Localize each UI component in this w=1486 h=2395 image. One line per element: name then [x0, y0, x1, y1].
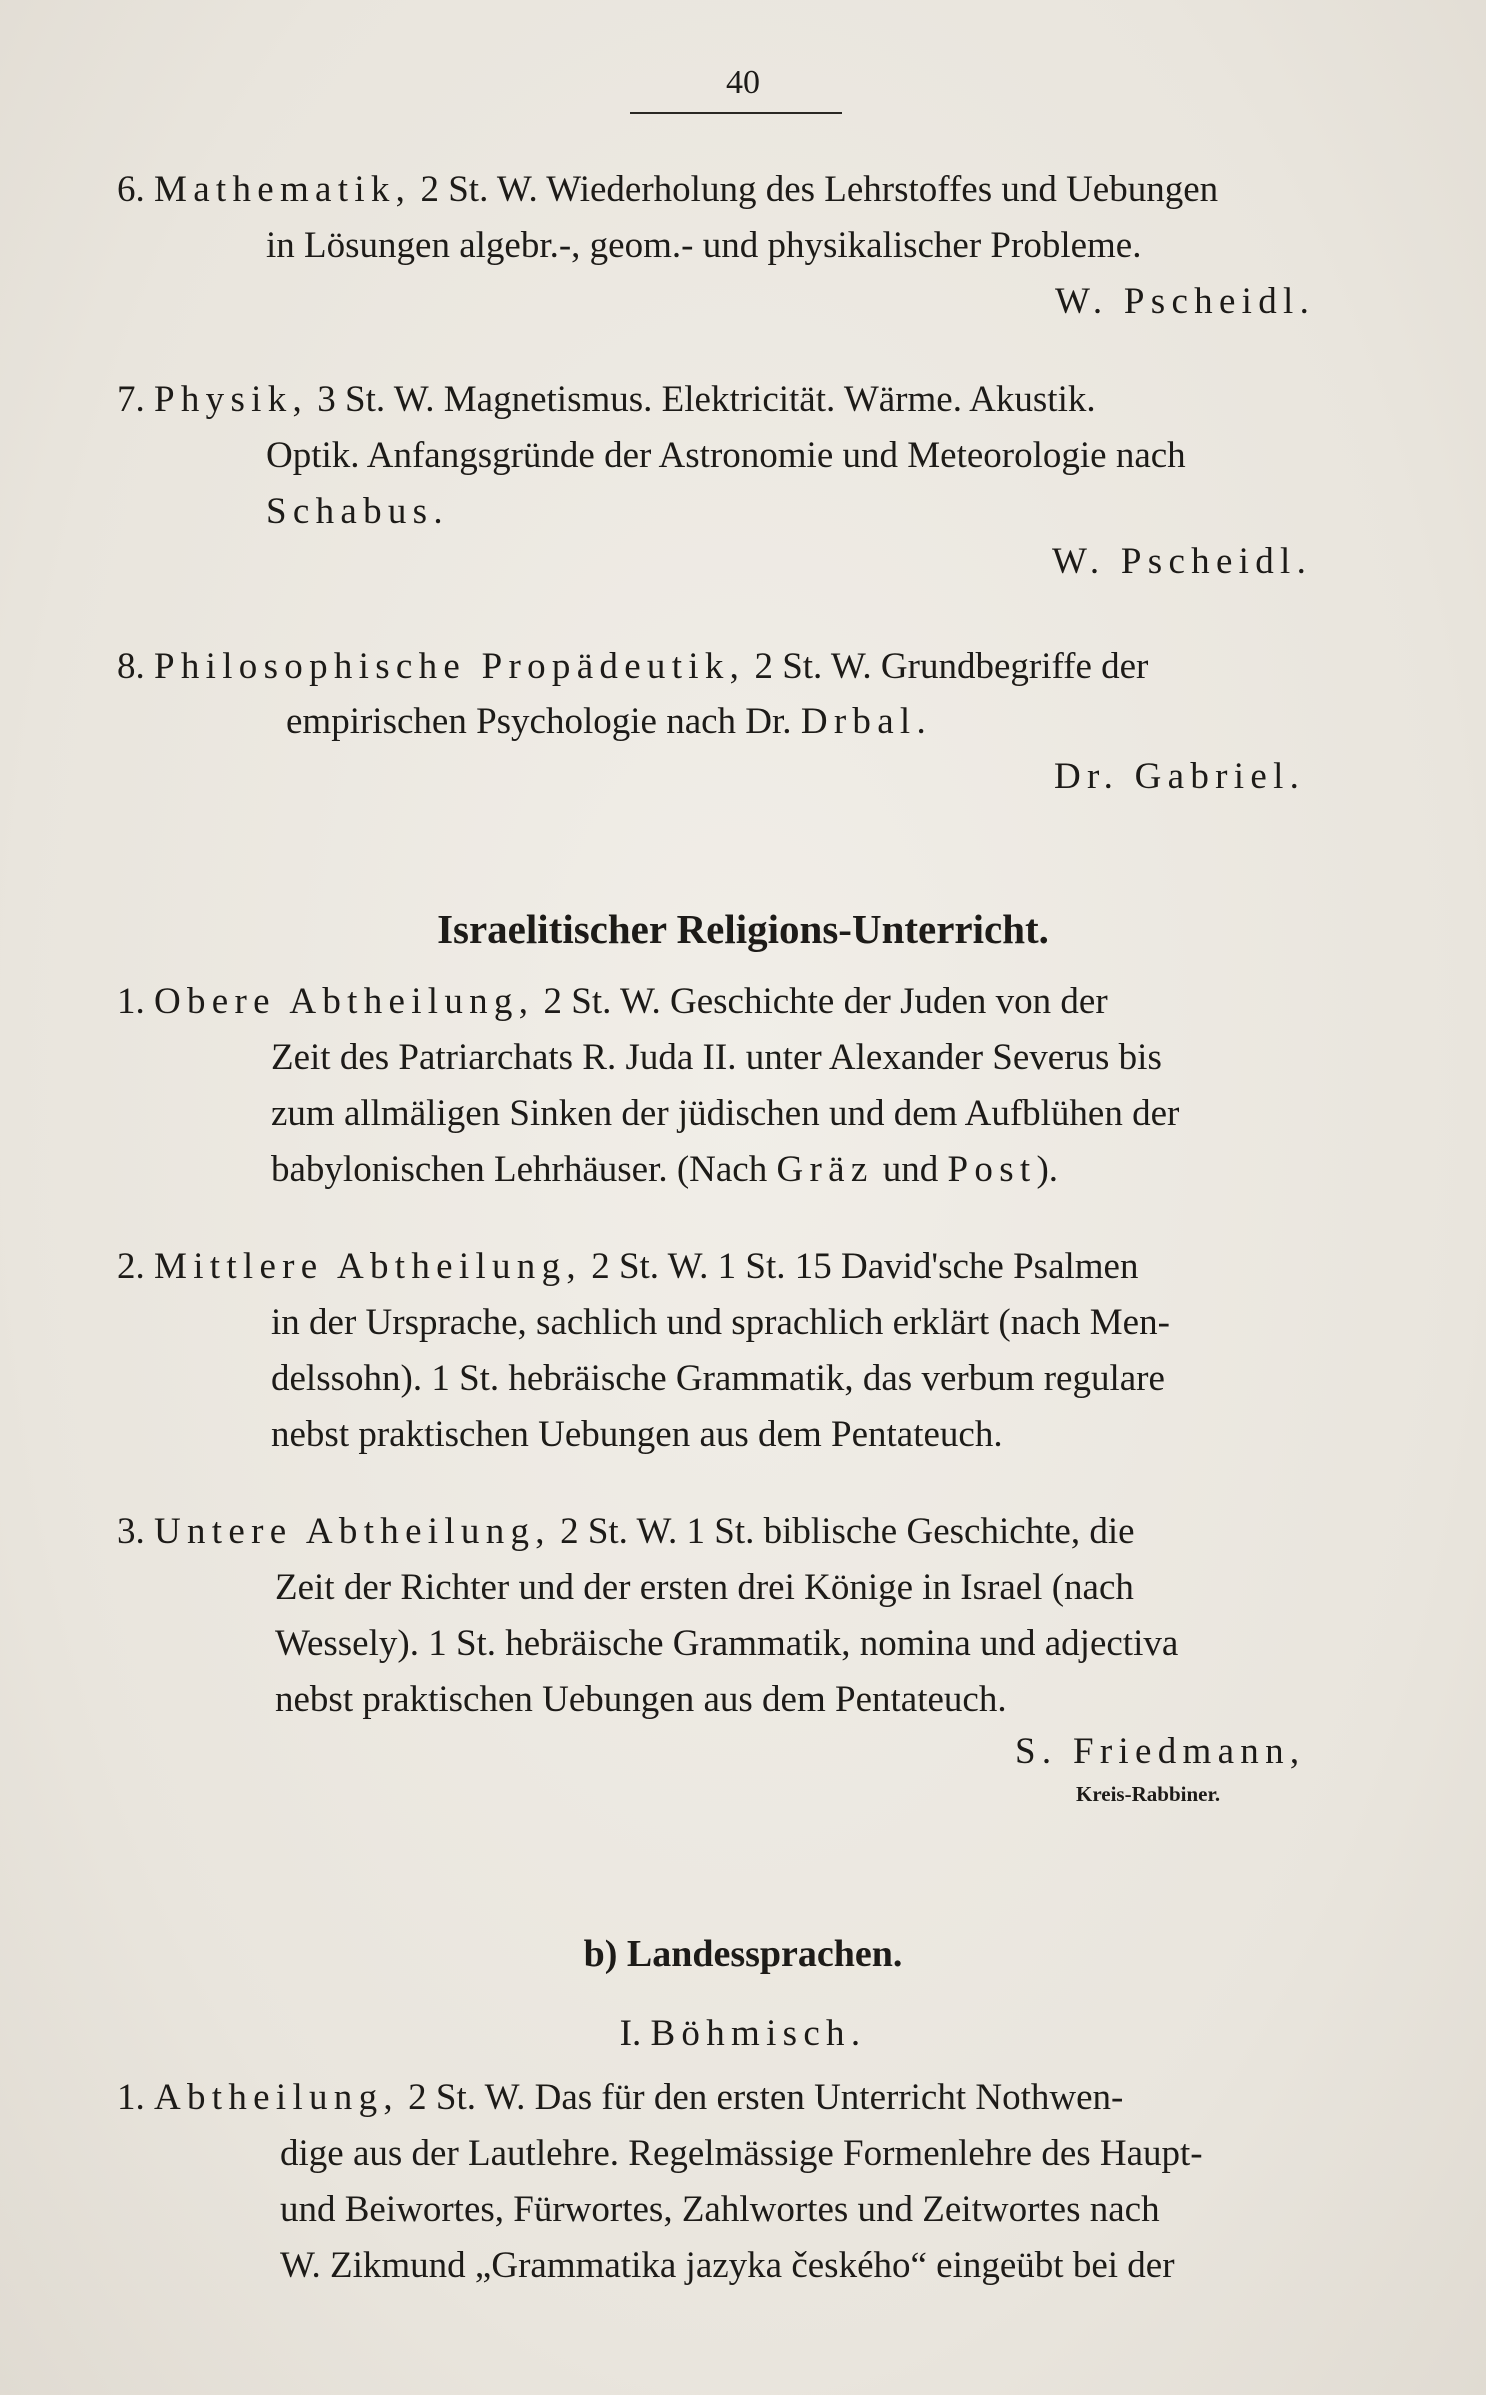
item-6-teacher: W. Pscheidl.: [1055, 281, 1316, 322]
item-number: 1.: [117, 2077, 145, 2118]
israel-item-2-line-4: nebst praktischen Uebungen aus dem Pentateuch.: [271, 1414, 1003, 1455]
item-7-line-2: Optik. Anfangsgründe der Astronomie und Meteorologie nach: [266, 435, 1186, 476]
israel-item-1-line-4: [271, 1148, 1058, 1192]
item-text: 2 St. W. Grundbegriffe der: [745, 646, 1149, 687]
author-name: Drbal.: [800, 701, 933, 742]
teacher-title: Kreis-Rabbiner.: [1076, 1782, 1221, 1806]
item-text: und: [873, 1149, 948, 1190]
page-number: 40: [726, 64, 760, 101]
item-subject: Philosophische Propädeutik,: [154, 646, 746, 687]
section-heading-landessprachen: b) Landessprachen.: [583, 1933, 903, 1975]
israel-item-3-line-1: [117, 1510, 1135, 1554]
item-7-teacher: W. Pscheidl.: [1052, 541, 1313, 582]
item-6-line-2: in Lösungen algebr.-, geom.- und physikalischer Probleme.: [266, 225, 1142, 266]
item-text: 3 St. W. Magnetismus. Elektricität. Wärme. Akustik.: [308, 379, 1096, 420]
item-text: 2 St. W. 1 St. biblische Geschichte, die: [550, 1511, 1135, 1552]
israel-item-1-line-2: Zeit des Patriarchats R. Juda II. unter Alexander Severus bis: [271, 1037, 1162, 1078]
item-number: 6.: [117, 169, 145, 210]
item-text: 2 St. W. Wiederholung des Lehrstoffes und Uebungen: [411, 169, 1219, 210]
item-7-line-1: [117, 378, 1096, 422]
subheading-title: Böhmisch.: [650, 2013, 867, 2054]
item-8-line-1: [117, 645, 1148, 689]
item-number: 1.: [117, 981, 145, 1022]
israel-item-2-line-3: delssohn). 1 St. hebräische Grammatik, das verbum regulare: [271, 1358, 1165, 1399]
section-heading-israel: Israelitischer Religions-Unterricht.: [437, 906, 1049, 952]
author-name: Post: [947, 1149, 1037, 1190]
israel-item-3-line-4: nebst praktischen Uebungen aus dem Pentateuch.: [275, 1679, 1007, 1720]
item-text: 2 St. W. 1 St. 15 David'sche Psalmen: [581, 1246, 1139, 1287]
item-text: 2 St. W. Das für den ersten Unterricht Nothwen-: [398, 2077, 1124, 2118]
item-text: babylonischen Lehrhäuser. (Nach: [271, 1149, 777, 1190]
israel-item-1-line-1: [117, 980, 1108, 1024]
israel-item-2-line-1: [117, 1245, 1138, 1289]
boehmisch-item-1-line-2: dige aus der Lautlehre. Regelmässige Formenlehre des Haupt-: [280, 2133, 1203, 2174]
author-name: Gräz: [776, 1149, 874, 1190]
item-subject: Abtheilung,: [154, 2077, 399, 2118]
subheading-boehmisch: [0, 2012, 1486, 2055]
item-subject: Physik,: [154, 379, 309, 420]
item-8-teacher: Dr. Gabriel.: [1054, 756, 1306, 797]
israel-item-3-line-3: Wessely). 1 St. hebräische Grammatik, nomina und adjectiva: [275, 1623, 1179, 1664]
item-number: 3.: [117, 1511, 145, 1552]
item-subject: Obere Abtheilung,: [154, 981, 535, 1022]
boehmisch-item-1-line-3: und Beiwortes, Fürwortes, Zahlwortes und Zeitwortes nach: [280, 2189, 1160, 2230]
header-rule: [630, 112, 842, 114]
item-number: 8.: [117, 646, 145, 687]
item-text: empirischen Psychologie nach Dr.: [286, 701, 801, 742]
israel-item-2-line-2: in der Ursprache, sachlich und sprachlich erklärt (nach Men-: [271, 1302, 1170, 1343]
israel-item-1-line-3: zum allmäligen Sinken der jüdischen und dem Aufblühen der: [271, 1093, 1180, 1134]
item-subject: Mittlere Abtheilung,: [154, 1246, 582, 1287]
boehmisch-item-1-line-1: [117, 2076, 1123, 2120]
item-subject: Untere Abtheilung,: [154, 1511, 551, 1552]
subheading-numeral: I.: [619, 2013, 651, 2054]
item-number: 7.: [117, 379, 145, 420]
item-number: 2.: [117, 1246, 145, 1287]
item-subject: Mathematik,: [154, 169, 412, 210]
israel-item-3-line-2: Zeit der Richter und der ersten drei Könige in Israel (nach: [275, 1567, 1134, 1608]
boehmisch-item-1-line-4: W. Zikmund „Grammatika jazyka českého“ eingeübt bei der: [280, 2245, 1175, 2286]
item-6-line-1: [117, 168, 1218, 212]
israel-item-3-teacher: S. Friedmann,: [1015, 1731, 1306, 1772]
item-8-line-2: [286, 700, 932, 744]
item-text: ).: [1036, 1149, 1059, 1190]
item-text: 2 St. W. Geschichte der Juden von der: [534, 981, 1108, 1022]
item-7-line-3: Schabus.: [266, 491, 449, 532]
